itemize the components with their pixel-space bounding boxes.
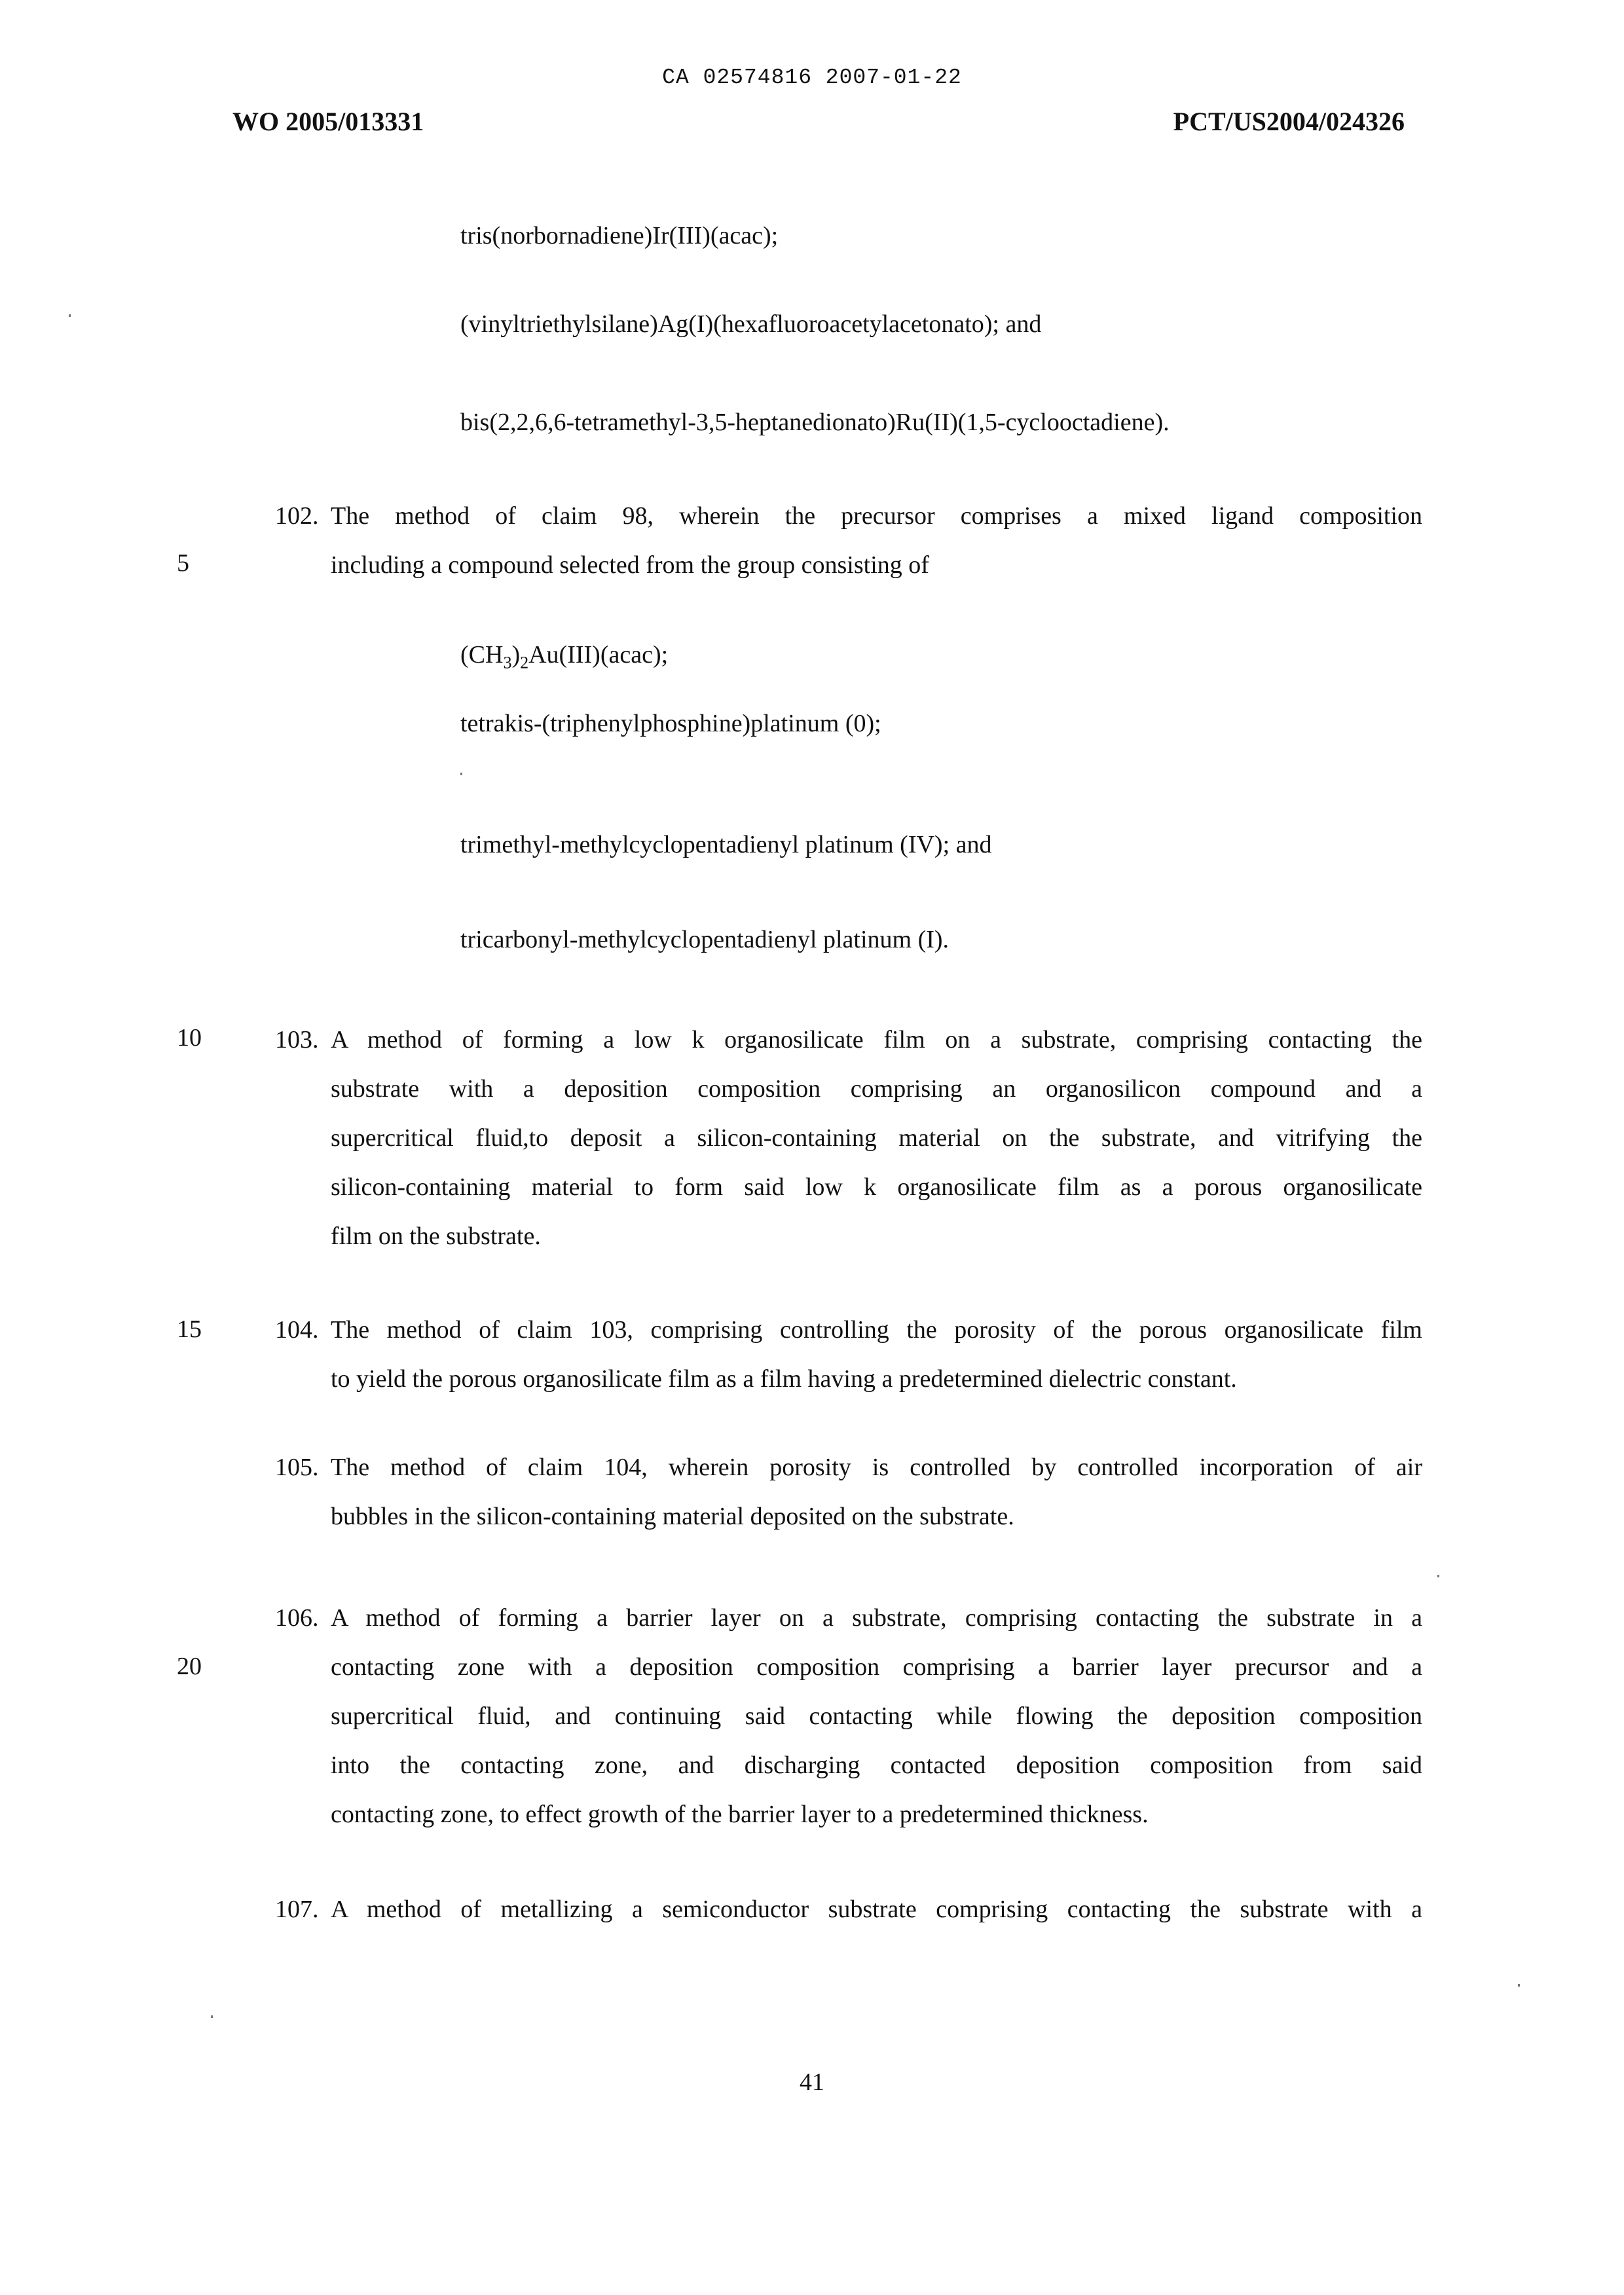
compound-item: (vinyltriethylsilane)Ag(I)(hexafluoroacetylacetonato); and	[460, 310, 1042, 338]
compound-item: tetrakis-(triphenylphosphine)platinum (0);	[460, 710, 881, 737]
claim-text-line: contacting zone, to effect growth of the barrier layer to a predetermined thickness.	[331, 1801, 1149, 1828]
claim-text-line: to yield the porous organosilicate film as a film having a predetermined dielectric constant.	[331, 1365, 1237, 1393]
claim-number: 106.	[275, 1604, 319, 1632]
scan-speck	[69, 314, 71, 317]
compound-item: bis(2,2,6,6-tetramethyl-3,5-heptanedionato)Ru(II)(1,5-cyclooctadiene).	[460, 409, 1170, 436]
claim-103	[275, 1025, 1422, 1270]
claim-number: 104.	[275, 1316, 319, 1344]
scan-speck	[460, 773, 462, 775]
claim-text-line: contacting zone with a deposition composition comprising a barrier layer precursor and a	[331, 1653, 1422, 1681]
margin-line-number: 10	[177, 1024, 202, 1052]
claim-106	[275, 1603, 1422, 1848]
claim-number: 103.	[275, 1026, 319, 1054]
claim-number: 107.	[275, 1896, 319, 1923]
claim-text-line: A method of forming a barrier layer on a substrate, comprising contacting the substrate in a	[331, 1604, 1422, 1632]
scan-speck	[211, 2015, 213, 2018]
claim-text-line: supercritical fluid, and continuing said contacting while flowing the deposition composition	[331, 1702, 1422, 1730]
claim-text-line: The method of claim 98, wherein the precursor comprises a mixed ligand composition	[331, 502, 1422, 530]
margin-line-number: 15	[177, 1315, 202, 1343]
compound-item: tricarbonyl-methylcyclopentadienyl platinum (I).	[460, 926, 950, 953]
claim-text-line: The method of claim 103, comprising controlling the porosity of the porous organosilicate film	[331, 1316, 1422, 1344]
margin-line-number: 20	[177, 1653, 202, 1680]
page-number: 41	[800, 2068, 824, 2096]
scan-speck	[1437, 1575, 1439, 1577]
claim-text-line: film on the substrate.	[331, 1222, 541, 1250]
pct-application-number: PCT/US2004/024326	[1173, 107, 1405, 136]
claim-text-line: supercritical fluid,to deposit a silicon-containing material on the substrate, and vitrifying the	[331, 1124, 1422, 1152]
claim-text-line: including a compound selected from the group consisting of	[331, 551, 929, 579]
claim-104	[275, 1315, 1422, 1413]
claim-text-line: A method of forming a low k organosilicate film on a substrate, comprising contacting the	[331, 1026, 1422, 1054]
claim-text-line: substrate with a deposition composition comprising an organosilicon compound and a	[331, 1075, 1422, 1103]
claim-text-line: The method of claim 104, wherein porosity is controlled by controlled incorporation of air	[331, 1454, 1422, 1481]
claim-text-line: bubbles in the silicon-containing material deposited on the substrate.	[331, 1503, 1014, 1530]
claim-107	[275, 1894, 1422, 1943]
claim-text-line: into the contacting zone, and discharging contacted deposition composition from said	[331, 1752, 1422, 1779]
compound-item: trimethyl-methylcyclopentadienyl platinum (IV); and	[460, 831, 992, 858]
ca-reference-header: CA 02574816 2007-01-22	[662, 65, 962, 90]
margin-line-number: 5	[177, 549, 189, 577]
claim-text-line: A method of metallizing a semiconductor substrate comprising contacting the substrate with a	[331, 1896, 1422, 1923]
compound-item: tris(norbornadiene)Ir(III)(acac);	[460, 222, 779, 249]
claim-102	[275, 501, 1422, 599]
claim-text-line: silicon-containing material to form said low k organosilicate film as a porous organosilicate	[331, 1173, 1422, 1201]
claim-105	[275, 1452, 1422, 1551]
compound-item-ch3-au: $(CH_3)_2Au(III)(acac)$;	[460, 641, 669, 672]
claim-number: 102.	[275, 502, 319, 530]
wo-publication-number: WO 2005/013331	[232, 107, 424, 136]
scan-speck	[1518, 1984, 1520, 1987]
claim-number: 105.	[275, 1454, 319, 1481]
